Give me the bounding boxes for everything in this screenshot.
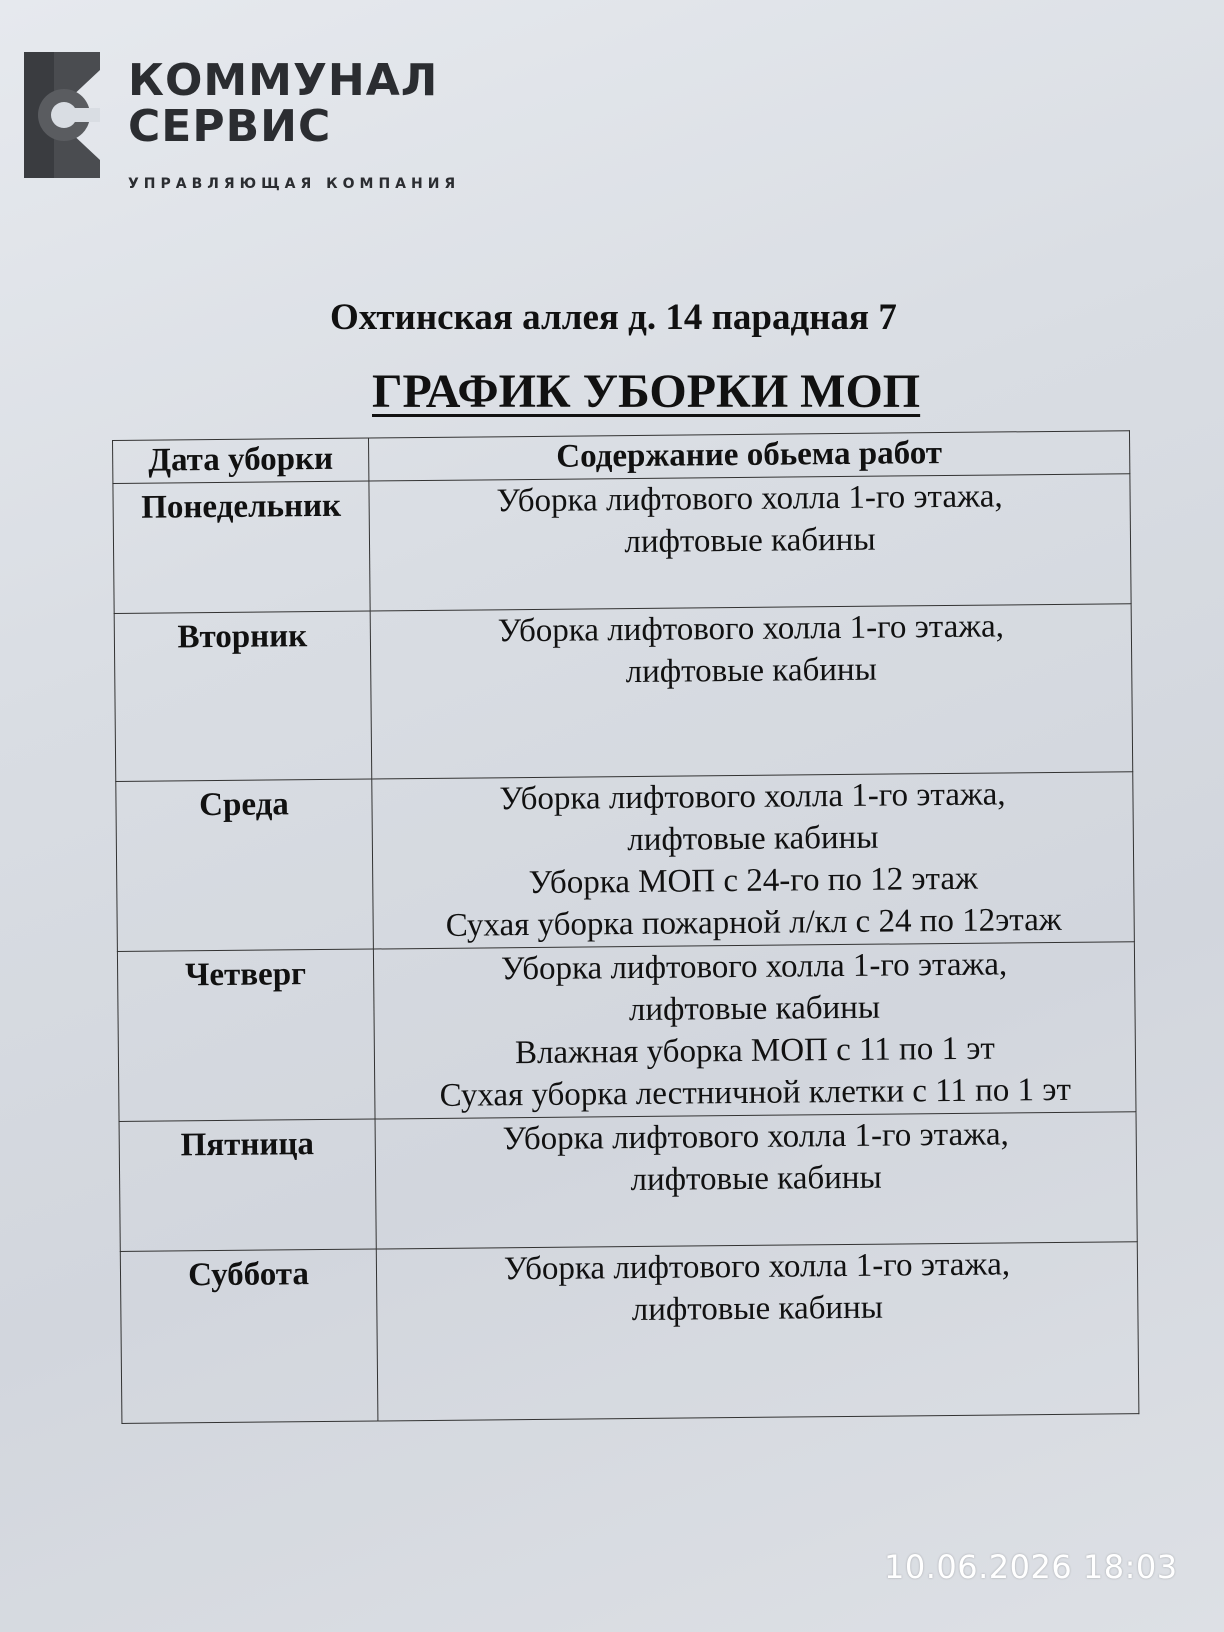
- company-logo: [24, 52, 464, 202]
- day-cell: Среда: [116, 779, 374, 951]
- work-cell: [369, 474, 1131, 611]
- day-cell: Четверг: [117, 949, 375, 1121]
- work-line: лифтовые кабины: [631, 1289, 884, 1329]
- work-cell: [375, 1112, 1137, 1249]
- work-line: Сухая уборка пожарной л/кл с 24 по 12этаж: [445, 901, 1062, 944]
- work-line: Сухая уборка лестничной клетки с 11 по 1 эт: [439, 1071, 1072, 1114]
- table-row-thursday: [117, 942, 1136, 1122]
- work-cell: [372, 772, 1135, 949]
- work-line: Уборка лифтового холла 1-го этажа,: [499, 776, 1006, 818]
- header-date: Дата уборки: [113, 438, 369, 483]
- address-heading: Охтинская аллея д. 14 парадная 7: [330, 297, 897, 338]
- work-line: Уборка лифтового холла 1-го этажа,: [496, 478, 1003, 520]
- schedule-title: ГРАФИК УБОРКИ МОП: [372, 365, 921, 418]
- photo-timestamp: 10.06.2026 18:03: [884, 1548, 1178, 1586]
- table-row-tuesday: [114, 604, 1133, 782]
- day-cell: Понедельник: [113, 481, 370, 613]
- logo-emblem-icon: [24, 52, 100, 178]
- day-cell: Суббота: [120, 1249, 378, 1423]
- work-line: Уборка лифтового холла 1-го этажа,: [497, 608, 1005, 650]
- table-row-monday: [113, 474, 1131, 614]
- work-cell: [376, 1242, 1139, 1421]
- logo-name-line1: КОММУНАЛ: [128, 55, 439, 106]
- work-line: лифтовые кабины: [624, 521, 876, 561]
- table-row-wednesday: [116, 772, 1135, 952]
- logo-tagline: УПРАВЛЯЮЩАЯ КОМПАНИЯ: [128, 176, 461, 192]
- work-line: Влажная уборка МОП с 11 по 1 эт: [514, 1030, 995, 1072]
- schedule-table-wrap: [112, 430, 1139, 1424]
- header-content: Содержание обьема работ: [368, 431, 1129, 481]
- logo-name-line2: СЕРВИС: [128, 101, 332, 152]
- work-line: Уборка лифтового холла 1-го этажа,: [503, 1246, 1011, 1288]
- table-row-saturday: [120, 1242, 1139, 1424]
- day-cell: Вторник: [114, 611, 372, 781]
- schedule-table: [112, 430, 1139, 1424]
- work-cell: [370, 604, 1133, 779]
- work-line: лифтовые кабины: [628, 989, 881, 1029]
- work-line: лифтовые кабины: [625, 651, 877, 691]
- work-line: Уборка МОП с 24-го по 12 этаж: [528, 860, 979, 902]
- work-cell: [373, 942, 1136, 1119]
- table-row-friday: [119, 1112, 1137, 1252]
- day-cell: Пятница: [119, 1119, 376, 1251]
- work-line: лифтовые кабины: [630, 1159, 882, 1199]
- work-line: лифтовые кабины: [627, 819, 879, 859]
- work-line: Уборка лифтового холла 1-го этажа,: [502, 1116, 1010, 1158]
- work-line: Уборка лифтового холла 1-го этажа,: [500, 946, 1008, 988]
